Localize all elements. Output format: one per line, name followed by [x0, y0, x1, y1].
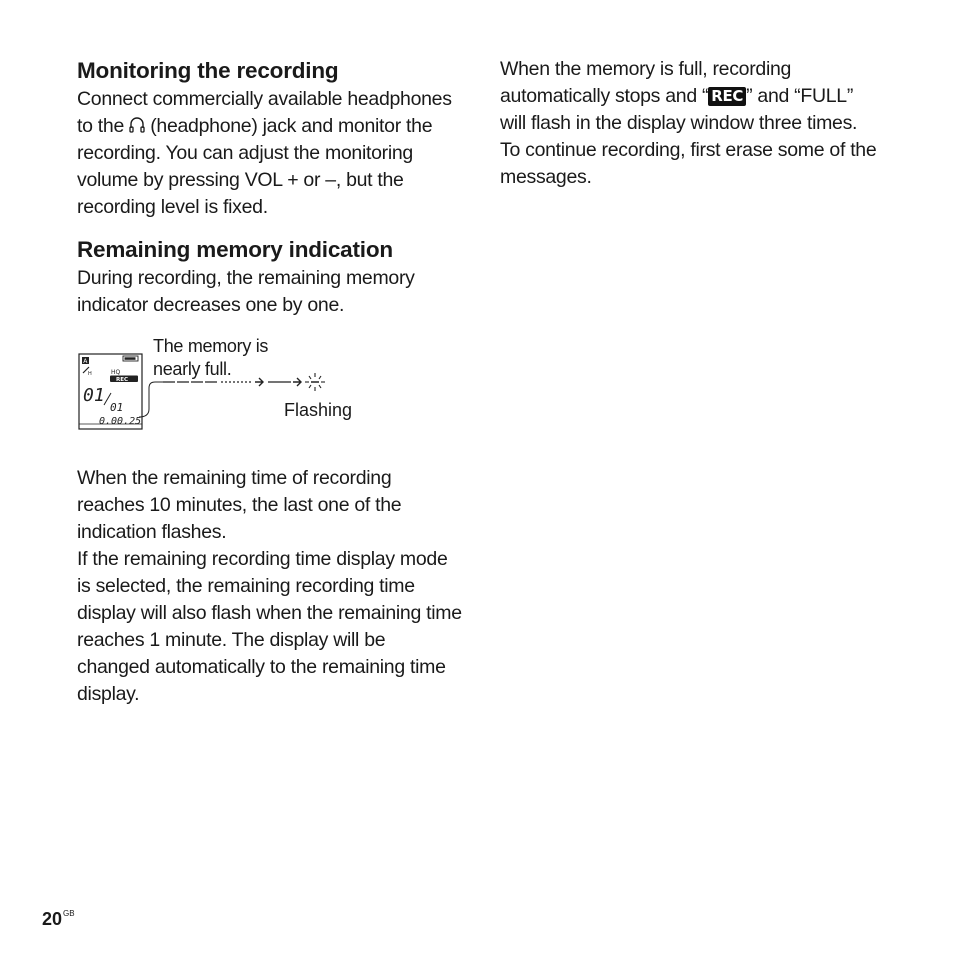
left-column: [77, 56, 462, 708]
monitoring-paragraph: [77, 86, 462, 221]
memory-full-text-start: When the memory is full, recording automatically stops and “: [500, 58, 792, 107]
lcd-message-count: 01: [110, 401, 124, 414]
monitoring-text-end: (headphone) jack and monitor the recording. You can adjust the monitoring volume by pressing VOL + or –, but the recording level is fixed.: [77, 115, 433, 218]
lcd-mic-h: H: [88, 371, 92, 377]
lcd-rec: REC: [116, 377, 129, 383]
lcd-hq: HQ: [111, 369, 121, 376]
headphone-icon: [129, 116, 145, 134]
page-number: [42, 909, 75, 930]
remaining-time-display-paragraph: If the remaining recording time display mode is selected, the remaining recording time display will also flash when the remaining time reaches 1 minute. The display will be changed automatically to the remaining time display.: [77, 548, 462, 705]
leader-line: [139, 382, 163, 417]
lcd-folder-letter: A: [83, 358, 88, 365]
memory-nearly-full-label: The memory is nearly full.: [153, 336, 269, 379]
rec-badge: REC: [708, 87, 746, 106]
flash-burst-icon: [305, 373, 325, 391]
memory-full-text-end: ” and “FULL” will flash in the display window three times. To continue recording, first erase some of the messages.: [500, 85, 877, 188]
lcd-track-number: 01: [83, 385, 105, 406]
flashing-label: Flashing: [284, 400, 353, 420]
right-column: [500, 56, 880, 191]
arrow-icon: [293, 378, 301, 386]
page-number-value: 20: [42, 909, 63, 929]
heading-remaining-memory: Remaining memory indication: [77, 237, 393, 262]
heading-monitoring: Monitoring the recording: [77, 58, 339, 83]
remaining-time-paragraph: When the remaining time of recording reaches 10 minutes, the last one of the indication flashes.: [77, 467, 402, 543]
remaining-memory-paragraph: During recording, the remaining memory indicator decreases one by one.: [77, 267, 415, 316]
page-number-suffix: GB: [63, 909, 75, 918]
memory-full-paragraph: [500, 56, 880, 191]
memory-indicator-figure: [77, 335, 462, 445]
monitoring-text-start: Connect commercially available headphones to the: [77, 88, 452, 137]
lcd-elapsed-time: 0.00.25: [99, 416, 142, 427]
